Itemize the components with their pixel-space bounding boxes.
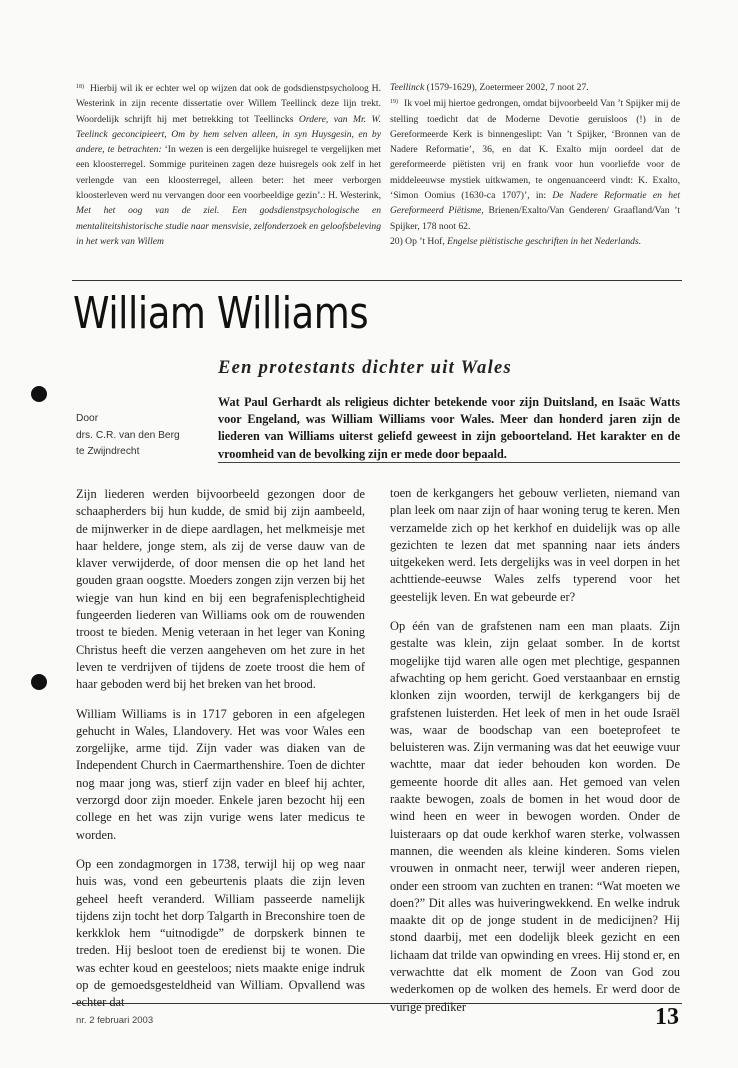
footnote-column-right bbox=[390, 80, 680, 249]
footnote-marker: 19) bbox=[390, 99, 398, 106]
body-paragraph: Zijn liederen werden bijvoorbeeld gezongen door de schaapherders bij hun kudde, de smid bij zijn aambeeld, de mijnwerker in de diepe aardlagen, het melkmeisje met haar heldere, jonge stem, als zij de verse dauw van de klaver verwijderde, of door mensen die op het land het gouden graan oogstte. Moeders zongen zijn verzen bij het wiegje van hun kind en bij een begrafenisplechtigheid fungeerden liederen van Williams ook om de rouwenden troost te bieden. Menig veteraan in het leger van Koning Christus heeft die verzen aangeheven om het zure in het leven te verdrijven of tijdens de zoete troost die hem of haar geboden werd bij het breken van het brood. bbox=[76, 487, 365, 692]
body-paragraph: Op één van de grafstenen nam een man plaats. Zijn gestalte was klein, zijn gelaat somber. In de kortst mogelijke tijd waren alle ogen met plechtige, gespannen afwachting op hem gericht. Goed verstaanbaar en ernstig klonken zijn woorden, terwijl de kerkgangers bij de grafstenen luisterden. Het leek of men in het oude Israël was, waar de boodschap van een boeteprofeet te beluisteren was. Zijn vermaning was dat het eeuwige vuur wachtte, maar dat ieder behouden kon worden. De gemeente hoorde dit alles aan. Het gemoed van velen raakte bewogen, zoals de bomen in het woud door de wind heen en weer in bewogen worden. Onder de luisteraars op dat oude kerkhof waren sterke, volwassen mannen, die weenden als kleine kinderen. Soms vielen vrouwen in onmacht neer, terwijl weer anderen riepen, onder een stroom van zuchten en tranen: “Wat moeten we doen?” Dit alles was huiveringwekkend. En welke indruk maakte dit op de jonge student in de medicijnen? Hij stond daarbij, met een dodelijk bleek gezicht en een lichaam dat trilde van opwinding en vrees. Hij stond er, en verwachtte dat elk moment de Zoon van God zou wederkomen op de wolken des hemels. Er werd door de vurige prediker bbox=[390, 619, 680, 1014]
article-subtitle: Een protestants dichter uit Wales bbox=[218, 358, 513, 378]
page-number: 13 bbox=[655, 1004, 679, 1030]
body-paragraph: toen de kerkgangers het gebouw verlieten, niemand van plan leek om naar zijn of haar woning terug te keren. Men verzamelde zich op het kerkhof en duidelijk was op alle gezichten te lezen dat met spanning naar iets ánders uitgekeken werd. Iets dergelijks was in veel dorpen in het achttiende-eeuwse Wales zelfs typerend voor het geestelijk leven. En wat gebeurde er? bbox=[390, 486, 680, 604]
divider-bottom bbox=[72, 1003, 682, 1004]
lead-paragraph: Wat Paul Gerhardt als religieus dichter betekende voor zijn Duitsland, en Isaäc Watts voor Engeland, was William Williams voor Wales. Meer dan honderd jaren zijn de liederen van Williams uiterst geliefd geweest in zijn geboorteland. Het karakter en de vroomheid van de bevolking zijn er mede door bepaald. bbox=[218, 395, 680, 461]
body-paragraph: Op een zondagmorgen in 1738, terwijl hij op weg naar huis was, vond een gebeurtenis plaats die zijn leven geheel heeft veranderd. William passeerde namelijk tijdens zijn tocht het dorp Talgarth in Breconshire toen de kerkklok hem “uitnodigde” de dorpskerk binnen te treden. Hij besloot toen de eredienst bij te wonen. Die was echter koud en geesteloos; niets maakte enige indruk op de gemoedsgesteldheid van William. Opvallend was echter dat bbox=[76, 856, 365, 1010]
margin-dot bbox=[31, 674, 47, 690]
body-paragraph: William Williams is in 1717 geboren in een afgelegen gehucht in Wales, Llandovery. Het was voor Wales een zorgelijke, arme tijd. Zijn vader was diaken van de Independent Church in Caermarthenshire. Toen de dichter nog maar jong was, stierf zijn vader en bleef hij achter, verzorgd door zijn moeder. Enkele jaren bezocht hij een college en het was zijn vurige wens later medicus te worden. bbox=[76, 706, 365, 842]
footnote-18-continued: Teellinck (1579-1629), Zoetermeer 2002, 7 noot 27. bbox=[390, 82, 589, 93]
margin-dot bbox=[31, 386, 47, 402]
body-column-left bbox=[76, 486, 365, 1024]
footnote-18: $^{18)}$ Hierbij wil ik er echter wel op wijzen dat ook de godsdienstpsycholoog H. Westerink in zijn recente dissertatie over Willem Teellinck deze lijn trekt. Woordelijk schrijft hij met betrekking tot Teellincks Ordere, van Mr. W. Teelinck geconcipieert, Om by hem selven alleen, in syn Huysgesin, en by andere, te betrachten: ‘In wezen is een dergelijke huisregel te vergelijken met een kloosterregel. Sommige puriteinen zagen deze huisregels ook zelf in het verlengde van een kloosterregel, alleen beter: het meer verborgen kloosterleven werd nu vervangen door een voorbeeldige gezin’.: H. Westerink, Met het oog van de ziel. Een godsdienstpsychologische en mentaliteitshistorische studie naar mensvisie, zelfonderzoek en geloofsbeleving in het werk van Willem bbox=[76, 83, 381, 247]
footnote-marker: 18) bbox=[76, 84, 84, 90]
footnote-20: 20) Op ’t Hof, Engelse piëtistische geschriften in het Nederlands. bbox=[390, 235, 642, 247]
article-title: William Williams bbox=[73, 288, 369, 339]
byline-line: te Zwijndrecht bbox=[76, 446, 140, 457]
divider-top bbox=[72, 280, 682, 281]
byline bbox=[76, 411, 180, 461]
byline-author: drs. C.R. van den Berg bbox=[76, 429, 180, 441]
byline-line: Door bbox=[76, 413, 99, 424]
body-column-right bbox=[390, 485, 680, 1028]
footnote-19: $^{19)}$ Ik voel mij hiertoe gedrongen, omdat bijvoorbeeld Van ’t Spijker mij de stelling toedicht dat de Moderne Devotie geruisloos (!) in de Gereformeerde Kerk is binnengeslipt: Van ’t Spijker, ‘Bronnen van de Nadere Reformatie’, 36, en dat K. Exalto mijn oordeel dat de gereformeerde piëtisten vrij en frank voor hun voorliefde voor de middeleeuwse mystiek uitkwamen, te ongenuanceerd vindt: K. Exalto, ‘Simon Oomius (1630-ca 1707)’, in: De Nadere Reformatie en het Gereformeerd Piëtisme, Brienen/Exalto/Van Genderen/ Graafland/Van ’t Spijker, 178 noot 62. bbox=[390, 98, 680, 232]
footnote-column-left bbox=[76, 80, 381, 249]
issue-label: nr. 2 februari 2003 bbox=[76, 1015, 154, 1026]
divider-lead bbox=[218, 462, 680, 463]
